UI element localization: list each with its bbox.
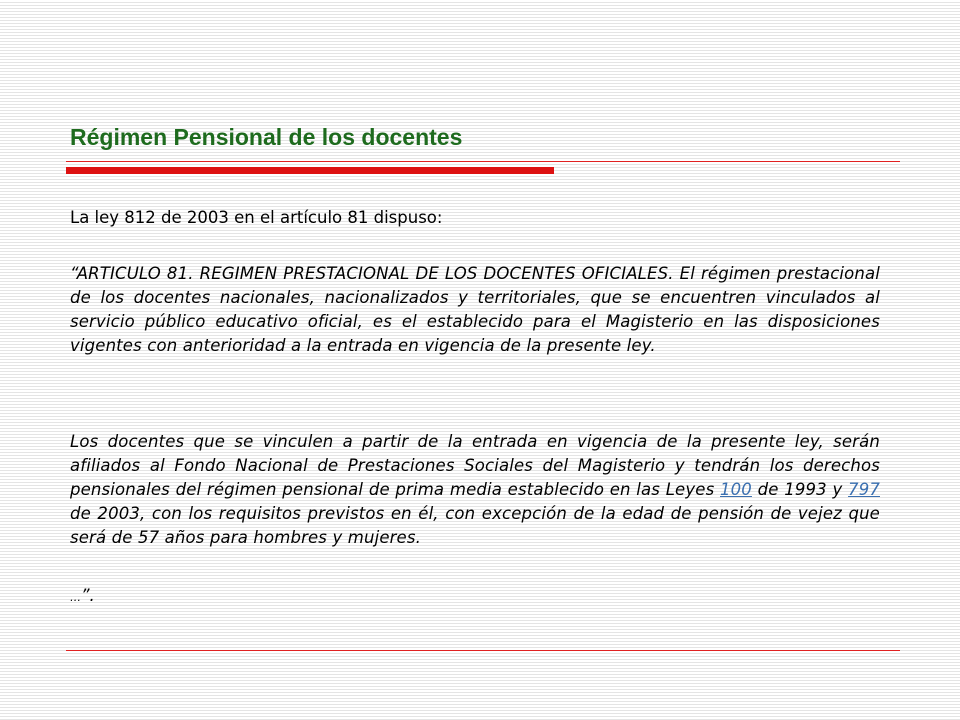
slide-title: Régimen Pensional de los docentes bbox=[70, 124, 463, 150]
law-797-link[interactable]: 797 bbox=[848, 480, 880, 499]
quote-paragraph-1: “ARTICULO 81. REGIMEN PRESTACIONAL DE LOS DOCENTES OFICIALES. El régimen prestacional de los docentes nacionales, nacionalizados y territoriales, que se encuentren vinculados al servicio público educativo oficial, es el establecido para el Magisterio en las disposiciones vigentes con anterioridad a la entrada en vigencia de la presente ley. bbox=[70, 264, 880, 355]
closing-quote: ”. bbox=[81, 586, 95, 605]
title-underline-thick bbox=[66, 167, 554, 174]
quote-text-part-2: de 1993 y bbox=[751, 480, 849, 499]
quote-ending bbox=[70, 584, 880, 610]
quote-text-part-3: de 2003, con los requisitos previstos en él, con excepción de la edad de pensión de vejez que será de 57 años para hombres y mujeres. bbox=[70, 504, 880, 547]
quote-text-part-1: Los docentes que se vinculen a partir de la entrada en vigencia de la presente ley, serán afiliados al Fondo Nacional de Prestaciones Sociales del Magisterio y tendrán los derechos pensionales del régimen pensional de prima media establecido en las Leyes bbox=[70, 432, 880, 499]
bottom-rule bbox=[66, 650, 900, 651]
title-underline-thin bbox=[66, 161, 900, 162]
law-100-link[interactable]: 100 bbox=[720, 480, 752, 499]
quote-paragraph-2 bbox=[70, 430, 880, 550]
ellipsis: … bbox=[70, 591, 81, 604]
intro-text: La ley 812 de 2003 en el artículo 81 dispuso: bbox=[70, 208, 443, 227]
